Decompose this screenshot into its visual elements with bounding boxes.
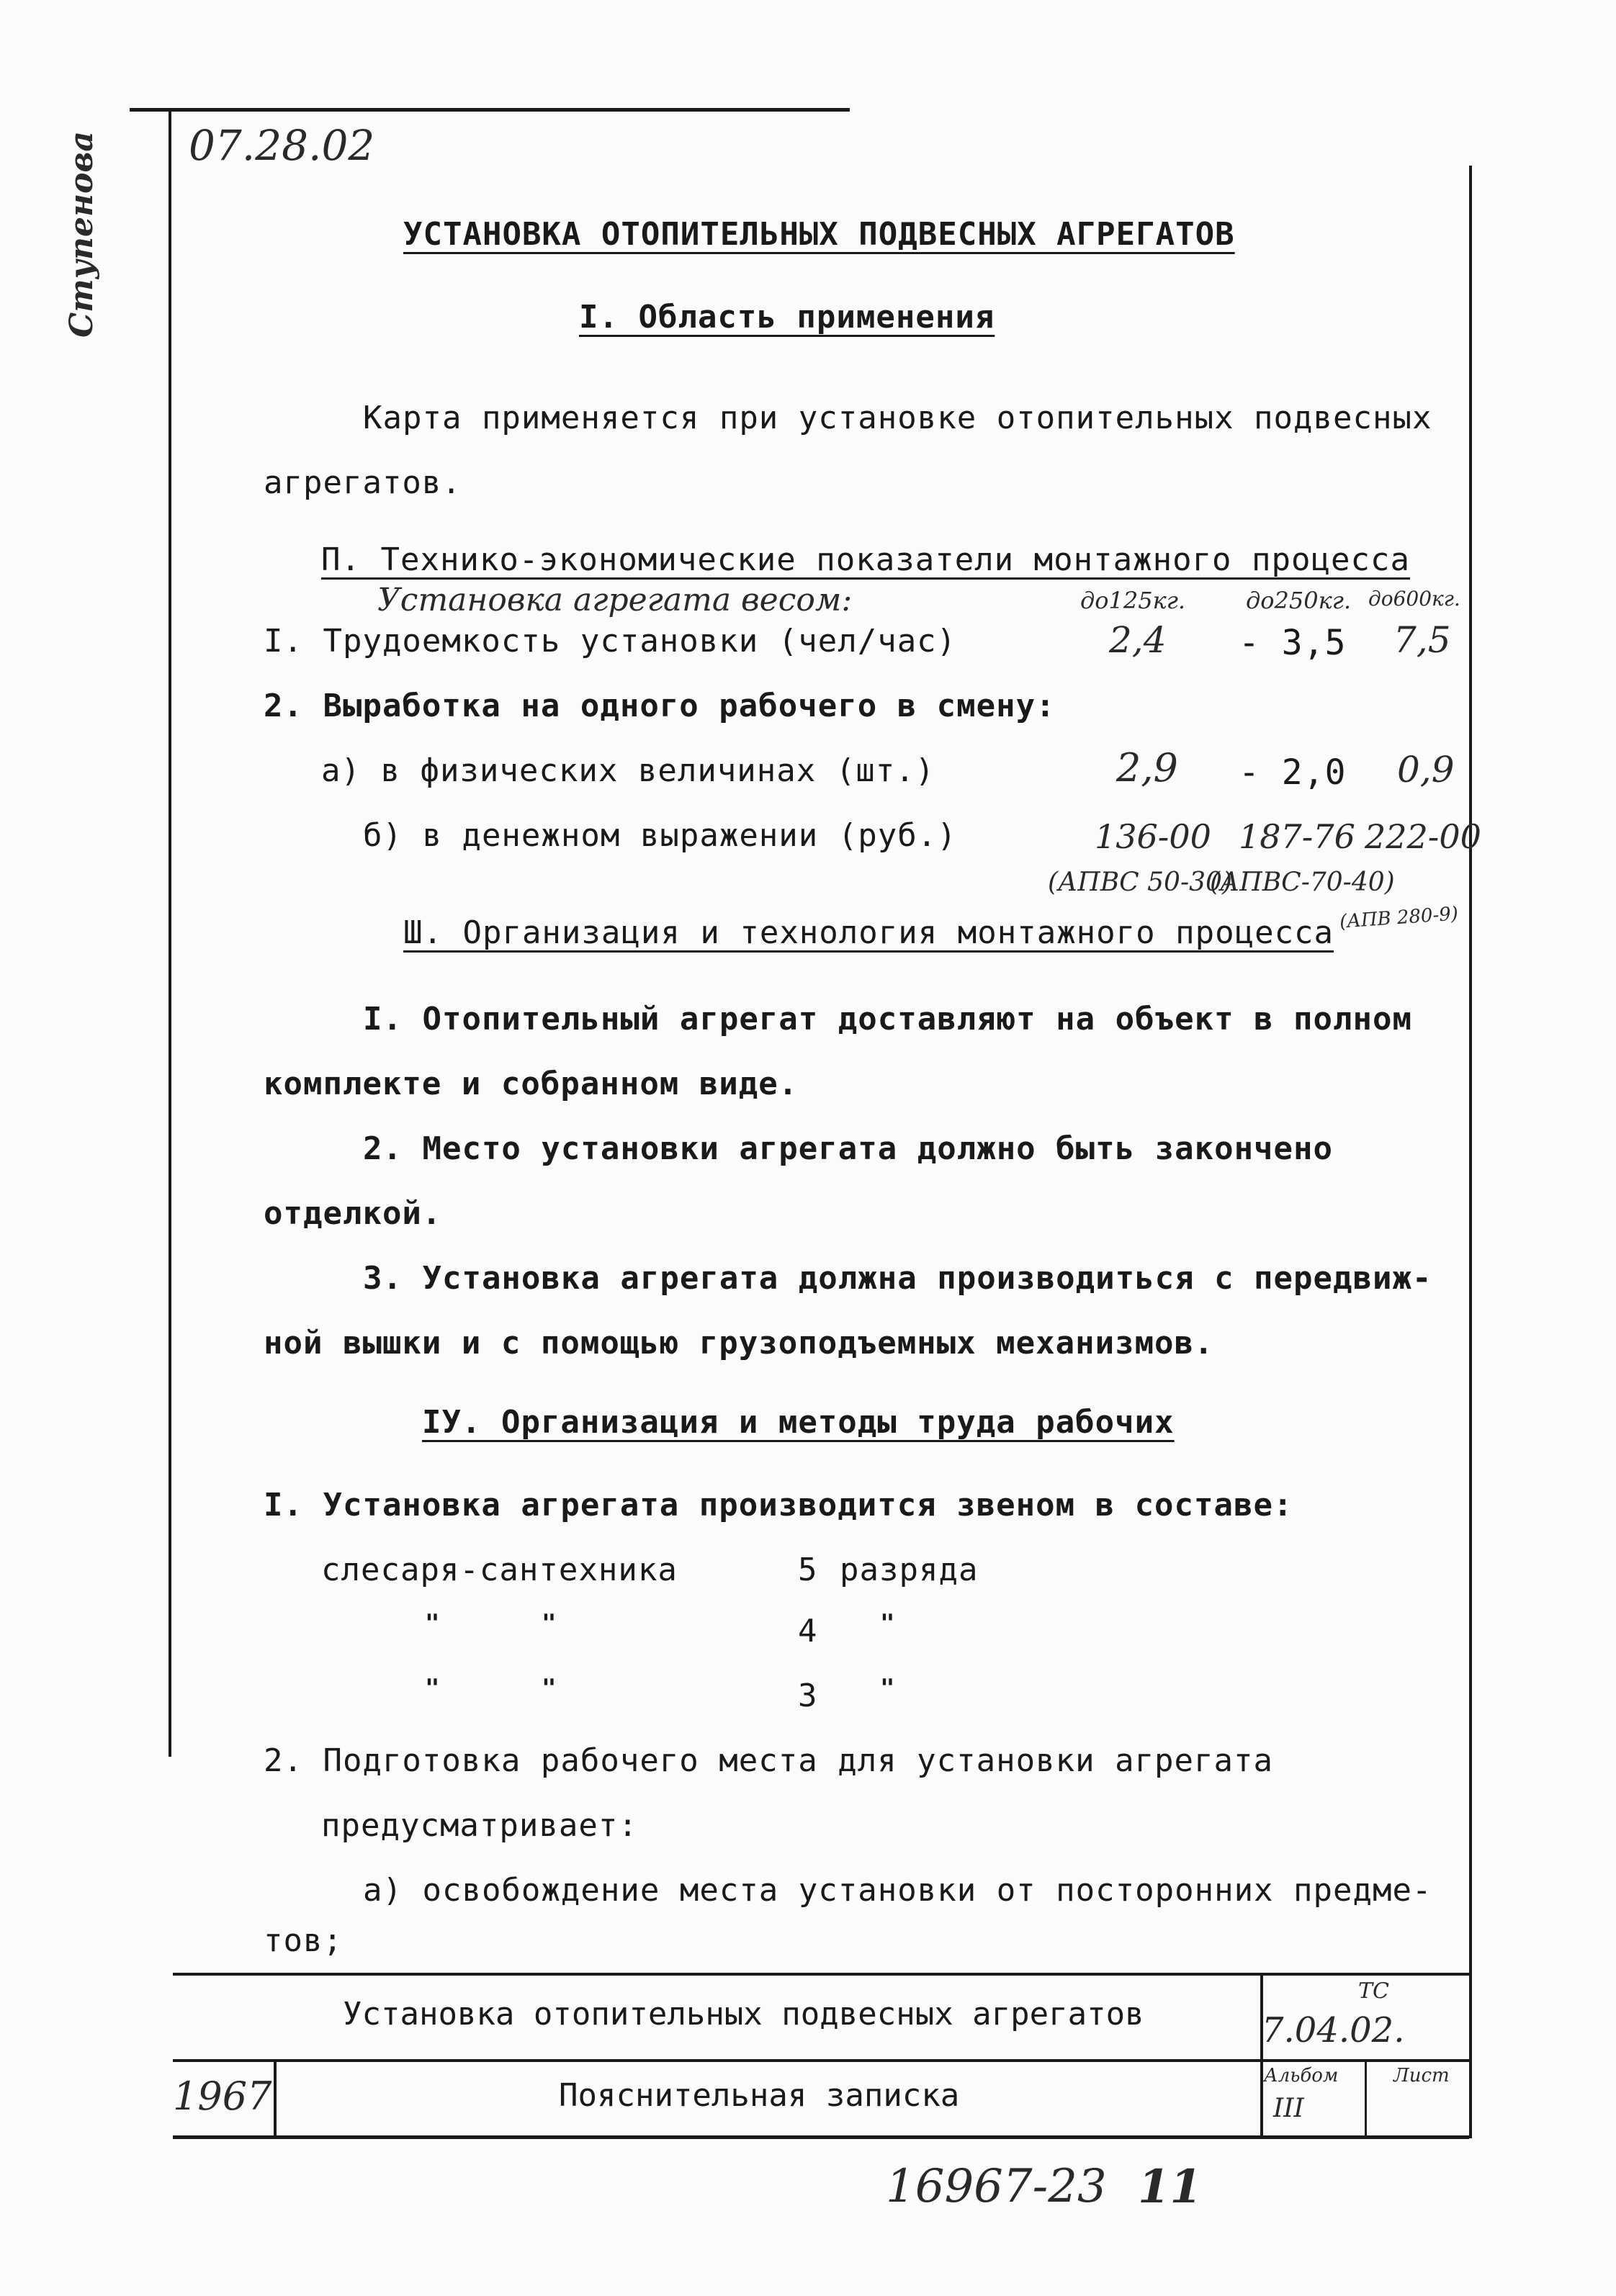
stamp-year: 1967 (173, 2074, 272, 2119)
stamp-mid-rule (173, 2059, 1469, 2062)
section4-p1: I. Установка агрегата производится звеном в составе: (264, 1487, 1293, 1523)
row-physical-v2: - 2,0 (1239, 752, 1347, 793)
model-2: (АПВС-70-40) (1210, 868, 1395, 897)
section3-p2-line2: отделкой. (264, 1195, 442, 1232)
footer-page: 11 (1138, 2160, 1203, 2214)
weight-col-2: до250кг. (1246, 587, 1352, 614)
section3-heading: Ш. Организация и технология монтажного процесса (403, 914, 1334, 951)
ditto-mark: " (425, 1674, 440, 1703)
weight-col-3: до600кг. (1368, 587, 1460, 611)
crew-rank-1: 5 (798, 1552, 818, 1588)
stamp-sheet-divider (1365, 2061, 1367, 2137)
weight-col-1: до125кг. (1080, 587, 1186, 614)
ditto-mark: " (542, 1674, 557, 1703)
section4-p2-line1: 2. Подготовка рабочего места для установки агрегата (264, 1742, 1274, 1779)
row-money-v2: 187-76 (1239, 817, 1355, 856)
stamp-divider (1260, 1973, 1263, 2138)
row-labor-v1: 2,4 (1109, 619, 1167, 661)
section3-p2-line1: 2. Место установки агрегата должно быть закончено (363, 1130, 1334, 1167)
stamp-bottom-rule (173, 2135, 1469, 2139)
stamp-album-label: Альбом (1264, 2065, 1339, 2086)
ditto-mark: " (542, 1609, 557, 1638)
footer-number: 16967-23 (886, 2160, 1107, 2213)
stamp-year-divider (274, 2061, 277, 2137)
crew-rank-word: разряда (840, 1552, 979, 1588)
right-margin-rule (1469, 166, 1472, 2138)
ditto-mark: " (425, 1609, 440, 1638)
crew-rank-2: 4 (798, 1613, 818, 1649)
model-3: (АПВ 280-9) (1339, 903, 1459, 933)
row-output-label: 2. Выработка на одного рабочего в смену: (264, 688, 1056, 724)
crew-rank-3: 3 (798, 1678, 818, 1714)
stamp-subtitle: Пояснительная записка (559, 2077, 960, 2114)
row-labor-v2: - 3,5 (1239, 623, 1347, 663)
section1-line1: Карта применяется при установке отопительных подвесных (363, 400, 1432, 436)
row-labor-label: I. Трудоемкость установки (чел/час) (264, 623, 957, 659)
section4-pa-line2: тов; (264, 1922, 343, 1959)
row-physical-v1: 2,9 (1116, 745, 1178, 791)
ditto-mark: " (880, 1674, 895, 1703)
stamp-album-value: III (1273, 2094, 1304, 2123)
side-signature: Ступенова (63, 131, 100, 338)
ditto-mark: " (880, 1609, 895, 1638)
stamp-tc-label: ТС (1358, 1978, 1389, 2004)
top-rule (130, 108, 850, 112)
row-money-v1: 136-00 (1095, 817, 1211, 856)
stamp-top-rule (173, 1973, 1469, 1976)
section3-p3-line2: ной вышки и с помощью грузоподъемных механизмов. (264, 1325, 1214, 1361)
section2-heading: П. Технико-экономические показатели монтажного процесса (321, 541, 1410, 578)
row-labor-v3: 7,5 (1393, 619, 1451, 661)
section3-p1-line1: I. Отопительный агрегат доставляют на объект в полном (363, 1001, 1412, 1037)
row-money-label: б) в денежном выражении (руб.) (363, 817, 957, 854)
section4-p2-line2: предусматривает: (321, 1807, 638, 1844)
page-title: УСТАНОВКА ОТОПИТЕЛЬНЫХ ПОДВЕСНЫХ АГРЕГАТОВ (403, 216, 1235, 253)
document-code: 07.28.02 (189, 121, 375, 170)
section3-p1-line2: комплекте и собранном виде. (264, 1066, 799, 1102)
left-margin-rule (169, 108, 171, 1757)
crew-role: слесаря-сантехника (321, 1552, 678, 1588)
weight-label: Установка агрегата весом: (377, 582, 853, 618)
stamp-title: Установка отопительных подвесных агрегатов (343, 1996, 1144, 2032)
row-physical-v3: 0,9 (1397, 749, 1455, 791)
section1-heading: I. Область применения (579, 299, 995, 336)
row-money-v3: 222-00 (1365, 817, 1481, 856)
section4-pa-line1: а) освобождение места установки от посторонних предме- (363, 1872, 1432, 1909)
section1-line2: агрегатов. (264, 464, 462, 501)
model-1: (АПВС 50-30) (1048, 868, 1232, 897)
row-physical-label: а) в физических величинах (шт.) (321, 752, 935, 789)
stamp-sheet-label: Лист (1393, 2065, 1450, 2086)
section4-heading: IУ. Организация и методы труда рабочих (422, 1404, 1175, 1441)
section3-p3-line1: 3. Установка агрегата должна производиться с передвиж- (363, 1260, 1432, 1297)
stamp-tc-number: 7.04.02. (1262, 2010, 1405, 2050)
